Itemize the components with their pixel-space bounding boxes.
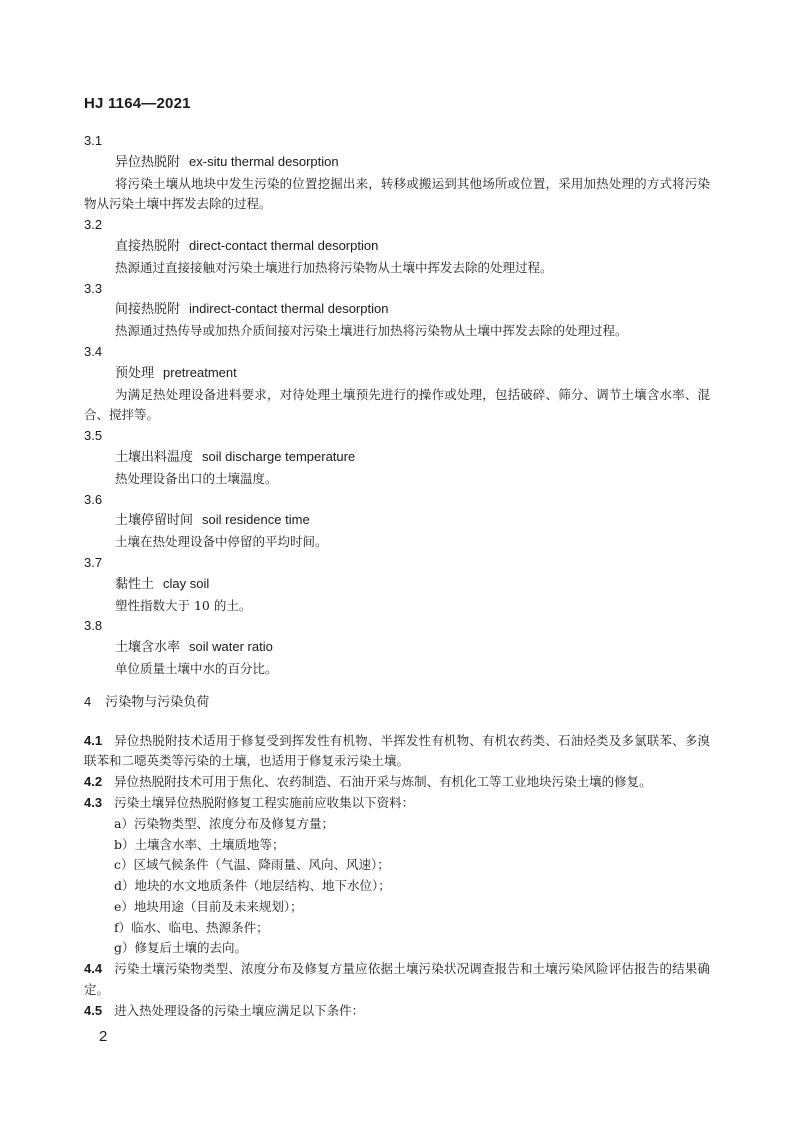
term-number: 3.7: [84, 554, 103, 570]
page-content: [84, 131, 710, 1022]
term-zh: 土壤停留时间: [115, 513, 194, 529]
term-entry: [84, 131, 710, 215]
term-definition: 热源通过热传导或加热介质间接对污染土壤进行加热将污染物从土壤中挥发去除的处理过程。: [115, 323, 628, 339]
term-entry: [84, 426, 710, 489]
term-title: [84, 236, 710, 258]
term-number: 3.3: [84, 280, 103, 296]
term-en: indirect-contact thermal desorption: [189, 301, 389, 317]
list-item: e）地块用途（目前及未来规划）；: [114, 898, 303, 914]
list-item: a）污染物类型、浓度分布及修复方量；: [114, 815, 334, 831]
term-en: soil water ratio: [189, 639, 273, 655]
clause-number: 4.2: [84, 774, 103, 790]
term-zh: 黏性土: [115, 576, 155, 592]
section-heading: [84, 692, 710, 714]
term-entry: [84, 342, 710, 426]
term-en: pretreatment: [163, 364, 237, 380]
clause-number: 4.3: [84, 794, 103, 810]
term-entry: [84, 215, 710, 278]
clause: [84, 1001, 710, 1022]
term-zh: 直接热脱附: [115, 238, 181, 254]
clause-text: 异位热脱附技术适用于修复受到挥发性有机物、半挥发性有机物、有机农药类、石油烃类及多氯联苯、多溴联苯和二噁英类等污染的土壤，也适用于修复汞污染土壤。: [84, 732, 710, 769]
term-entry: [84, 279, 710, 342]
term-en: soil residence time: [202, 512, 310, 528]
clause: [84, 959, 710, 1001]
term-definition: 土壤在热处理设备中停留的平均时间。: [115, 534, 328, 550]
list-item: b）土壤含水率、土壤质地等；: [114, 836, 285, 852]
clause: [84, 793, 710, 814]
clause-number: 4.4: [84, 961, 103, 977]
section-title: 污染物与污染负荷: [105, 694, 210, 710]
term-entry: [84, 490, 710, 553]
clause-text: 污染土壤污染物类型、浓度分布及修复方量应依据土壤污染状况调查报告和土壤污染风险评估报告的结果确定。: [84, 961, 710, 998]
list-item: f）临水、临电、热源条件；: [114, 919, 269, 935]
term-entry: [84, 616, 710, 679]
section-number: 4: [84, 693, 92, 709]
term-zh: 异位热脱附: [115, 154, 181, 170]
clause: [84, 731, 710, 773]
term-title: [84, 510, 710, 532]
term-title: [84, 152, 710, 174]
clause-text: 进入热处理设备的污染土壤应满足以下条件：: [114, 1002, 365, 1018]
term-entry: [84, 553, 710, 616]
list-item: c）区域气候条件（气温、降雨量、风向、风速）；: [114, 857, 390, 873]
term-zh: 土壤出料温度: [115, 449, 194, 465]
term-title: [84, 299, 710, 321]
term-title: [84, 363, 710, 385]
term-definition: 单位质量土壤中水的百分比。: [115, 660, 278, 676]
clause-number: 4.5: [84, 1002, 103, 1018]
term-title: [84, 447, 710, 469]
term-definition: 热源通过直接接触对污染土壤进行加热将污染物从土壤中挥发去除的处理过程。: [115, 259, 553, 275]
term-zh: 土壤含水率: [115, 640, 181, 656]
standard-code-header: HJ 1164—2021: [84, 95, 191, 112]
term-definition: 将污染土壤从地块中发生污染的位置挖掘出来，转移或搬运到其他场所或位置，采用加热处理的方式将污染物从污染土壤中挥发去除的过程。: [84, 175, 710, 212]
term-en: clay soil: [163, 575, 210, 591]
term-en: direct-contact thermal desorption: [189, 237, 379, 253]
term-number: 3.5: [84, 428, 103, 444]
clause-text: 污染土壤异位热脱附修复工程实施前应收集以下资料：: [114, 794, 415, 810]
clause: [84, 772, 710, 793]
term-en: ex-situ thermal desorption: [189, 153, 339, 169]
term-number: 3.8: [84, 618, 103, 634]
term-zh: 间接热脱附: [115, 302, 181, 318]
term-definition: 塑性指数大于 10 的土。: [115, 597, 252, 613]
term-title: [84, 574, 710, 596]
list-item: g）修复后土壤的去向。: [114, 940, 248, 956]
term-zh: 预处理: [115, 365, 155, 381]
term-title: [84, 637, 710, 659]
term-number: 3.2: [84, 217, 103, 233]
term-number: 3.6: [84, 491, 103, 507]
clause-number: 4.1: [84, 732, 103, 748]
term-number: 3.1: [84, 133, 103, 148]
page-number: 2: [99, 1028, 108, 1045]
term-definition: 热处理设备出口的土壤温度。: [115, 470, 278, 486]
term-en: soil discharge temperature: [202, 448, 356, 464]
list-item: d）地块的水文地质条件（地层结构、地下水位）；: [114, 878, 391, 894]
clause-text: 异位热脱附技术可用于焦化、农药制造、石油开采与炼制、有机化工等工业地块污染土壤的修复。: [114, 774, 652, 790]
term-definition: 为满足热处理设备进料要求，对待处理土壤预先进行的操作或处理，包括破碎、筛分、调节土壤含水率、混合、搅拌等。: [84, 386, 710, 423]
term-number: 3.4: [84, 343, 103, 359]
